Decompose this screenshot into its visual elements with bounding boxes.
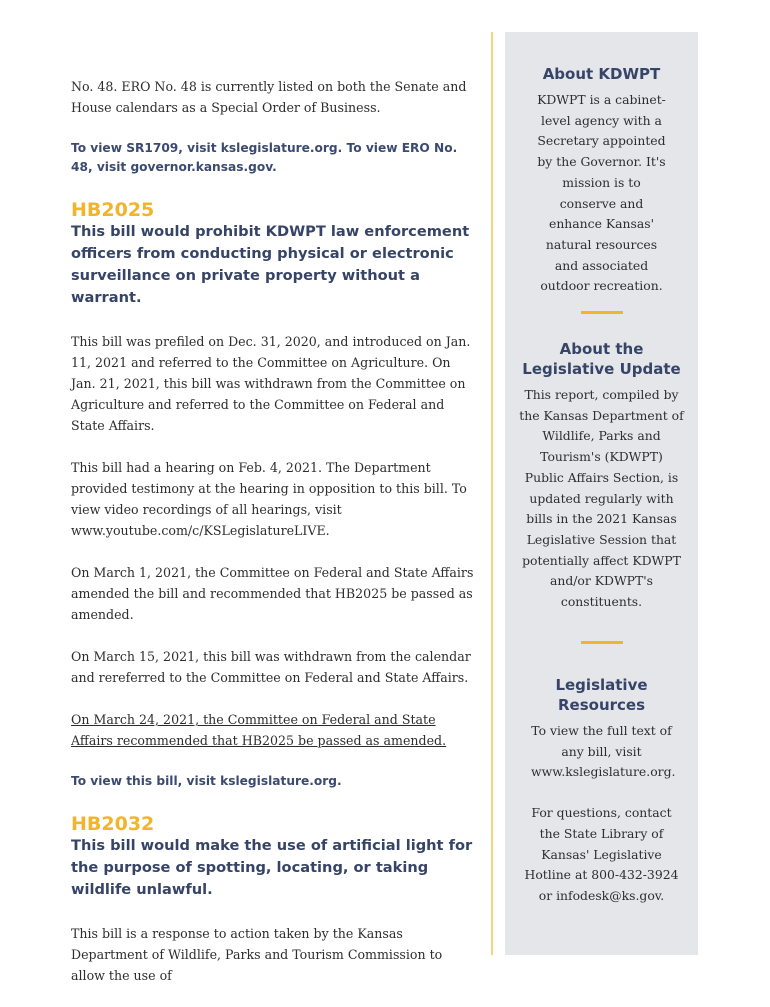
bill-headline: This bill would prohibit KDWPT law enforcement officers from conducting physical or electronic surveillance on private property without a warrant.: [71, 223, 470, 306]
bill-paragraph: This bill was prefiled on Dec. 31, 2020, and introduced on Jan. 11, 2021 and referred to the Committee on Agriculture. On Jan. 21, 2021, this bill was withdrawn from the Committee on Agriculture and referred to the Committee on Federal and State Affairs.: [71, 334, 471, 433]
bill-paragraph: This bill is a response to action taken by the Kansas Department of Wildlife, Parks and Tourism Commission to allow the use of: [71, 926, 443, 983]
resources-section: [505, 675, 698, 907]
bill-paragraph: On March 1, 2021, the Committee on Federal and State Affairs amended the bill and recommended that HB2025 be passed as amended.: [71, 565, 474, 622]
resources-text-view: To view the full text of any bill, visit www.kslegislature.org.: [531, 723, 676, 780]
bill-link-note: To view this bill, visit kslegislature.org.: [71, 774, 342, 788]
bill-id: HB2032: [71, 813, 155, 835]
resources-title: Legislative Resources: [555, 676, 648, 714]
about-kdwpt-title: About KDWPT: [542, 65, 661, 83]
intro-link-note: To view SR1709, visit kslegislature.org. To view ERO No. 48, visit governor.kansas.gov.: [71, 141, 458, 174]
section-divider: [581, 641, 623, 644]
bill-hb2025: [71, 199, 476, 791]
about-update-section: [505, 339, 698, 613]
about-update-title: About the Legislative Update: [522, 340, 681, 378]
about-kdwpt-text: KDWPT is a cabinet-level agency with a Secretary appointed by the Governor. It's mission is to conserve and enhance Kansas' natural resources and associated outdoor recreation.: [537, 92, 666, 294]
resources-text-contact: For questions, contact the State Library of Kansas' Legislative Hotline at 800-432-3924 or infodesk@ks.gov.: [524, 805, 679, 903]
bill-paragraph: This bill had a hearing on Feb. 4, 2021. The Department provided testimony at the hearing in opposition to this bill. To view video recordings of all hearings, visit www.youtube.com/c/KSLegislatureLIVE.: [71, 460, 467, 538]
bill-headline: This bill would make the use of artificial light for the purpose of spotting, locating, or taking wildlife unlawful.: [71, 837, 473, 898]
about-kdwpt-section: [505, 64, 698, 297]
section-divider: [581, 311, 623, 314]
main-column: [71, 76, 476, 1007]
bill-id: HB2025: [71, 199, 155, 221]
bill-paragraph: On March 15, 2021, this bill was withdrawn from the calendar and rereferred to the Committee on Federal and State Affairs.: [71, 649, 471, 685]
bill-hb2032: [71, 813, 476, 986]
intro-paragraph: No. 48. ERO No. 48 is currently listed on both the Senate and House calendars as a Special Order of Business.: [71, 79, 467, 115]
sidebar: [505, 32, 698, 955]
about-update-text: This report, compiled by the Kansas Department of Wildlife, Parks and Tourism's (KDWPT) Public Affairs Section, is updated regularly with bills in the 2021 Kansas Legislative Session that potentially affect KDWPT and/or KDWPT's constituents.: [519, 387, 684, 610]
bill-latest-update: On March 24, 2021, the Committee on Federal and State Affairs recommended that HB2025 be passed as amended.: [71, 712, 447, 748]
column-divider: [491, 32, 493, 955]
